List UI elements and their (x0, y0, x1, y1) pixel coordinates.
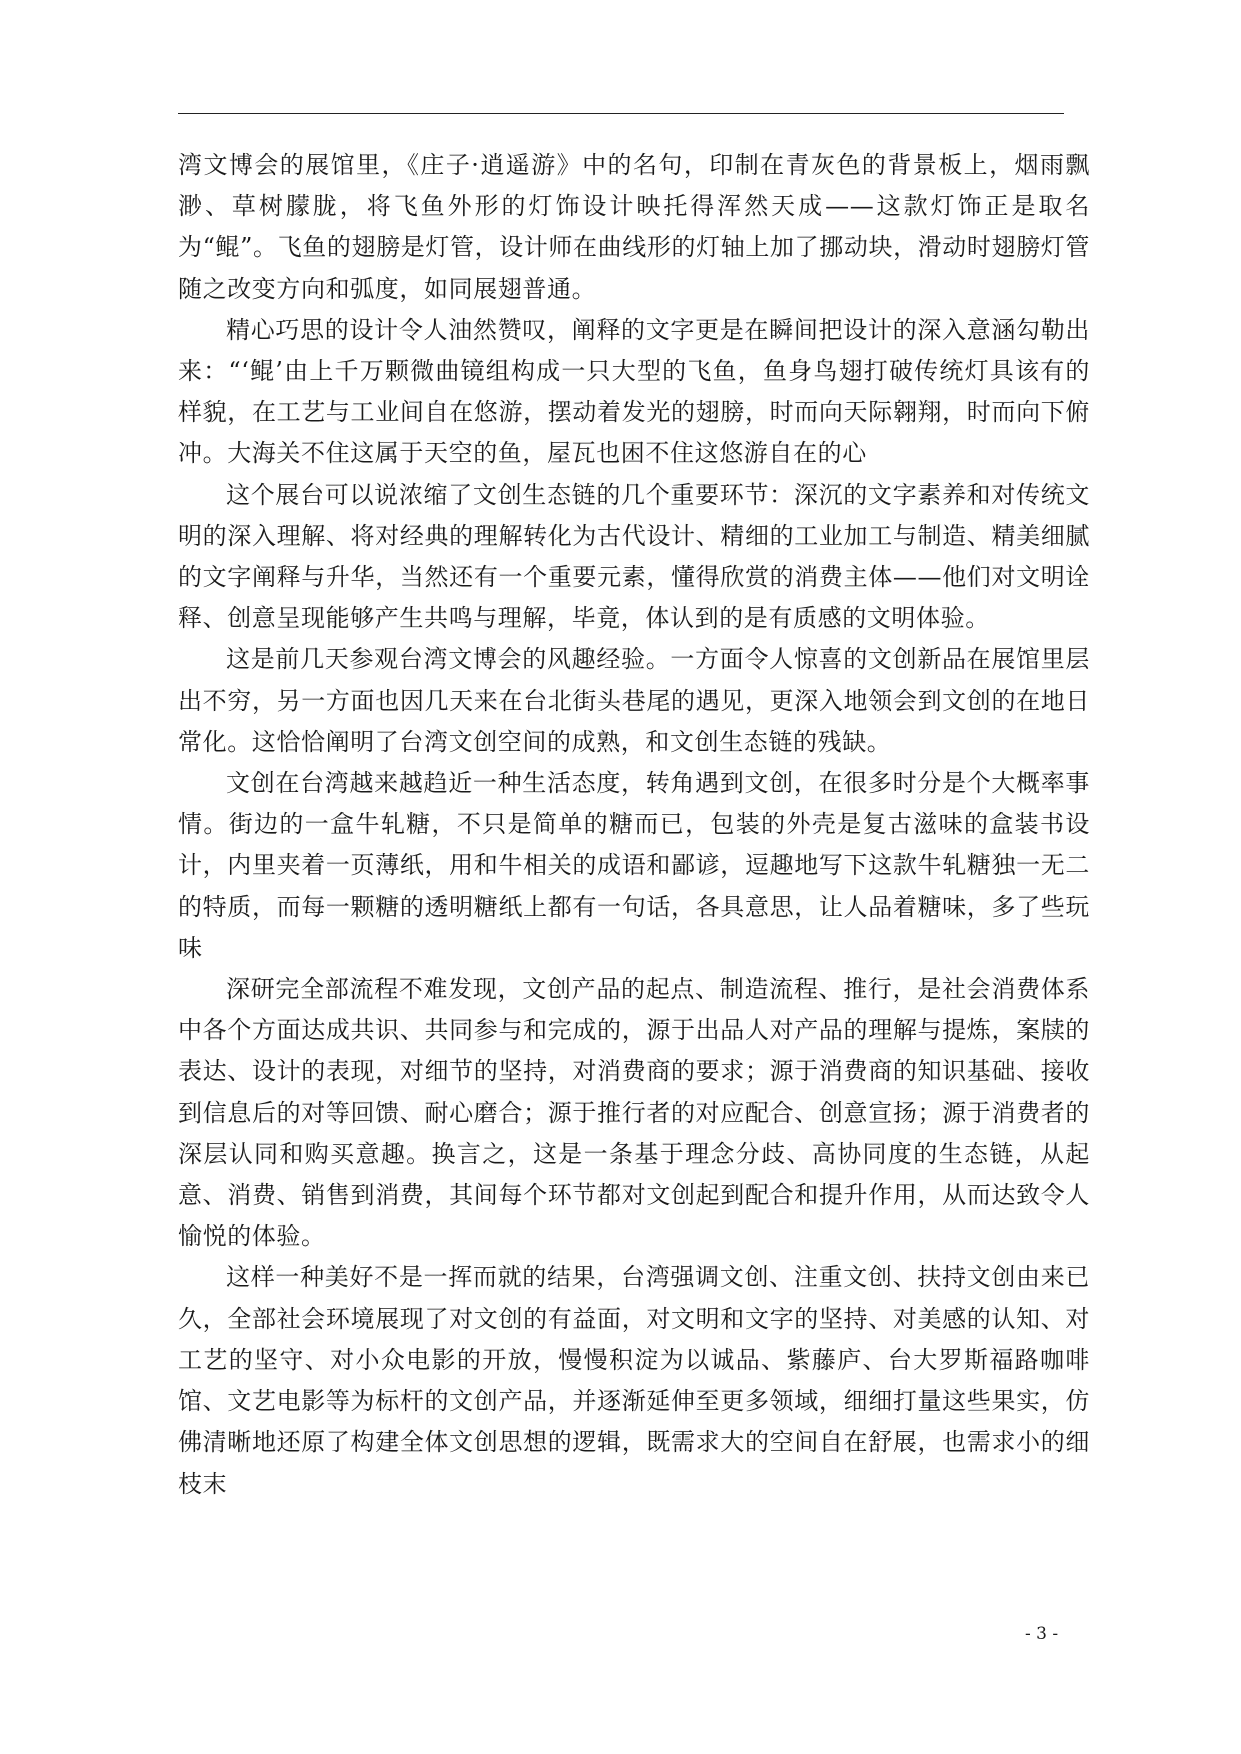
paragraph: 湾文博会的展馆里，《庄子·逍遥游》中的名句，印制在青灰色的背景板上，烟雨飘渺、草树朦胧，将飞鱼外形的灯饰设计映托得浑然天成——这款灯饰正是取名为“鲲”。飞鱼的翅膀是灯管，设计师在曲线形的灯轴上加了挪动块，滑动时翅膀灯管随之改变方向和弧度，如同展翅普通。 (178, 151, 1090, 303)
document-body (178, 145, 1090, 1505)
page-number: - 3 - (1025, 1624, 1059, 1644)
paragraph: 深研完全部流程不难发现，文创产品的起点、制造流程、推行，是社会消费体系中各个方面达成共识、共同参与和完成的，源于出品人对产品的理解与提炼，案牍的表达、设计的表现，对细节的坚持，对消费商的要求；源于消费商的知识基础、接收到信息后的对等回馈、耐心磨合；源于推行者的对应配合、创意宣扬；源于消费者的深层认同和购买意趣。换言之，这是一条基于理念分歧、高协同度的生态链，从起意、消费、销售到消费，其间每个环节都对文创起到配合和提升作用，从而达致令人愉悦的体验。 (178, 975, 1090, 1251)
paragraph: 文创在台湾越来越趋近一种生活态度，转角遇到文创，在很多时分是个大概率事情。街边的一盒牛轧糖，不只是简单的糖而已，包装的外壳是复古滋味的盒装书设计，内里夹着一页薄纸，用和牛相关的成语和鄙谚，逗趣地写下这款牛轧糖独一无二的特质，而每一颗糖的透明糖纸上都有一句话，各具意思，让人品着糖味，多了些玩味 (178, 769, 1090, 962)
paragraph: 这是前几天参观台湾文博会的风趣经验。一方面令人惊喜的文创新品在展馆里层出不穷，另一方面也因几天来在台北街头巷尾的遇见，更深入地领会到文创的在地日常化。这恰恰阐明了台湾文创空间的成熟，和文创生态链的残缺。 (178, 645, 1090, 756)
paragraph: 精心巧思的设计令人油然赞叹，阐释的文字更是在瞬间把设计的深入意涵勾勒出来：“‘鲲’由上千万颗微曲镜组构成一只大型的飞鱼，鱼身鸟翅打破传统灯具该有的样貌，在工艺与工业间自在悠游，摆动着发光的翅膀，时而向天际翱翔，时而向下俯冲。大海关不住这属于天空的鱼，屋瓦也困不住这悠游自在的心 (178, 315, 1090, 468)
paragraph: 这样一种美好不是一挥而就的结果，台湾强调文创、注重文创、扶持文创由来已久，全部社会环境展现了对文创的有益面，对文明和文字的坚持、对美感的认知、对工艺的坚守、对小众电影的开放，慢慢积淀为以诚品、紫藤庐、台大罗斯福路咖啡馆、文艺电影等为标杆的文创产品，并逐渐延伸至更多领域，细细打量这些果实，仿佛清晰地还原了构建全体文创思想的逻辑，既需求大的空间自在舒展，也需求小的细枝末 (178, 1263, 1090, 1498)
paragraph: 这个展台可以说浓缩了文创生态链的几个重要环节：深沉的文字素养和对传统文明的深入理解、将对经典的理解转化为古代设计、精细的工业加工与制造、精美细腻的文字阐释与升华，当然还有一个重要元素，懂得欣赏的消费主体——他们对文明诠释、创意呈现能够产生共鸣与理解，毕竟，体认到的是有质感的文明体验。 (178, 480, 1090, 633)
header-rule (178, 113, 1064, 114)
